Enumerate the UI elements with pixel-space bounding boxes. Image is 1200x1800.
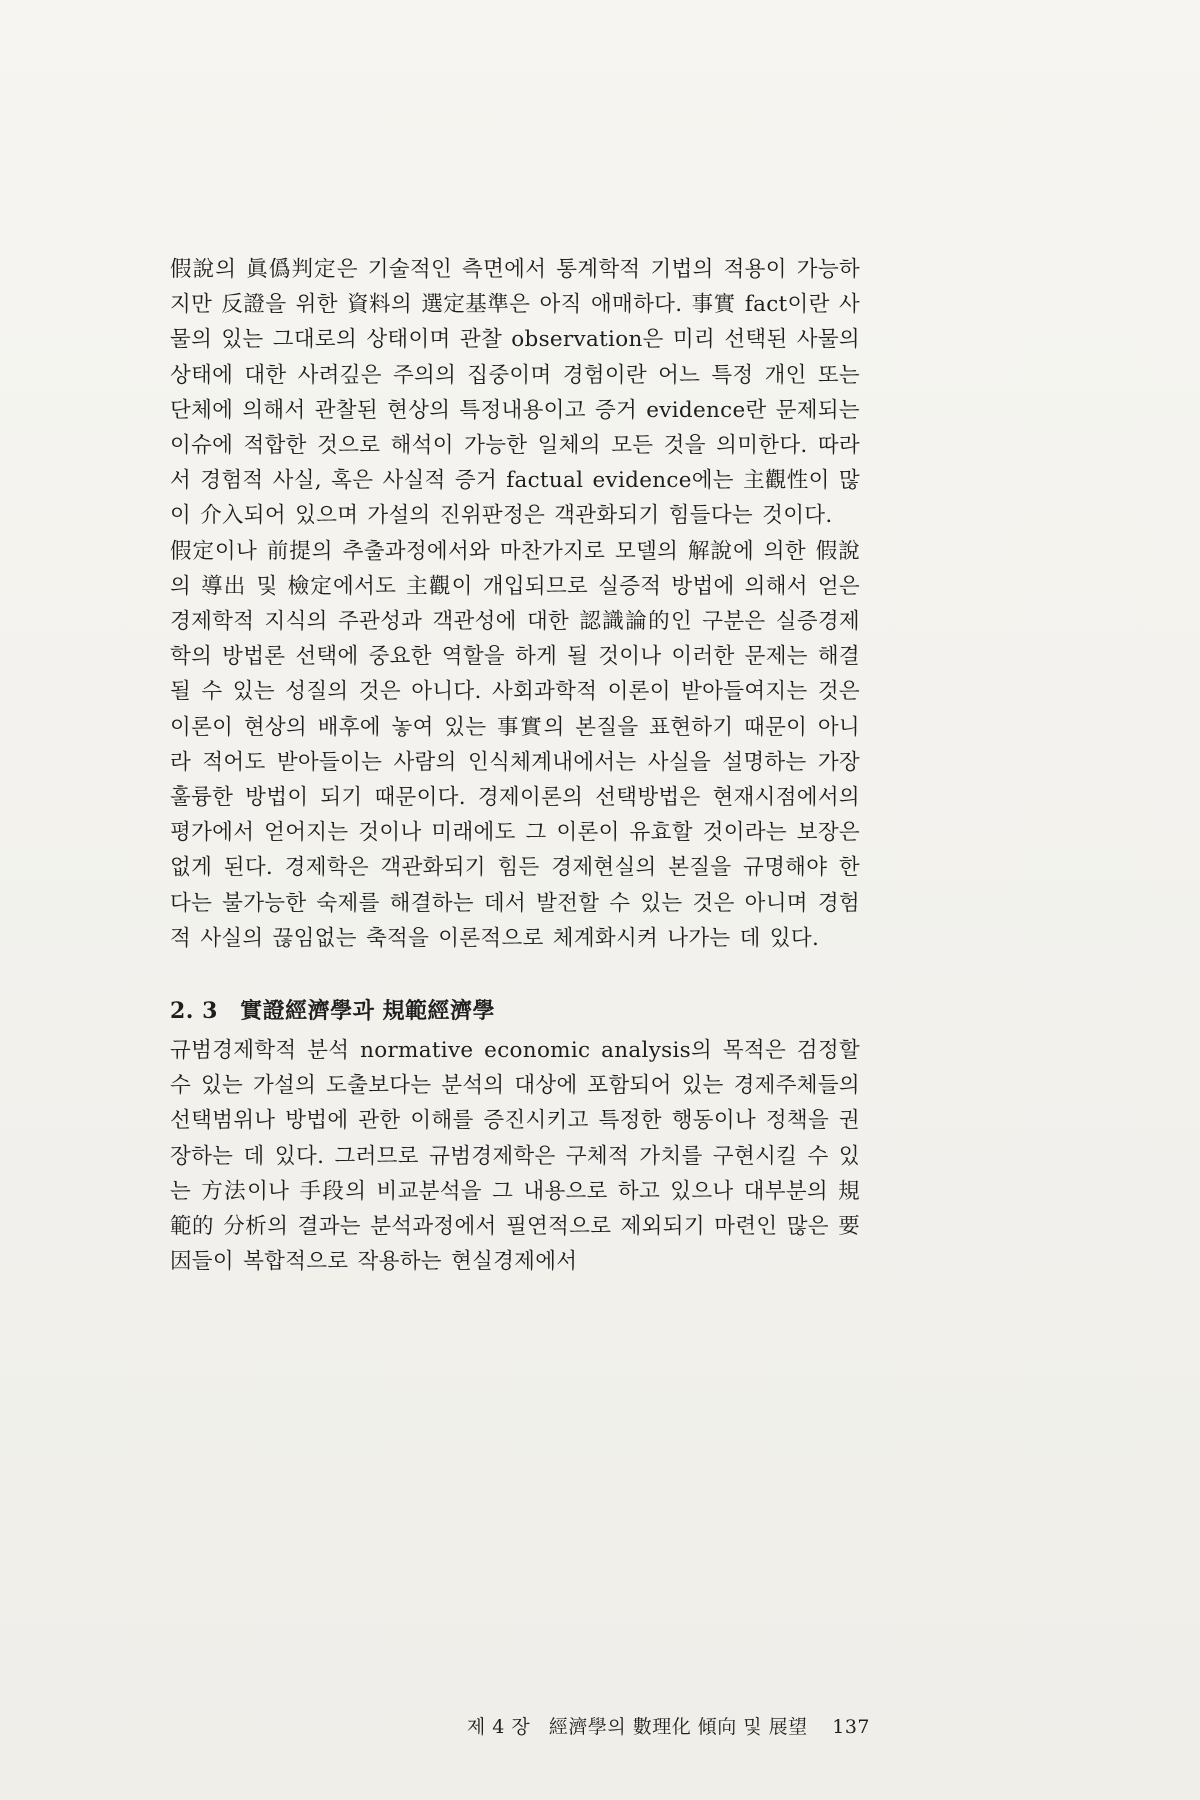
footer-title: 經濟學의 數理化 傾向 및 展望 [548,1716,808,1738]
paragraph-1: 假說의 眞僞判定은 기술적인 측면에서 통계학적 기법의 적용이 가능하지만 反證을 위한 資料의 選定基準은 아직 애매하다. 事實 fact이란 사물의 있는 그대로의 상태이며 관찰 observation은 미리 선택된 사물의 상태에 대한 사려깊은 주의의 집중이며 경험이란 어느 특정 개인 또는 단체에 의해서 관찰된 현상의 특정내용이고 증거 evidence란 문제되는 이슈에 적합한 것으로 해석이 가능한 일체의 모든 것을 의미한다. 따라서 경험적 사실, 혹은 사실적 증거 factual evidence에는 主觀性이 많이 介入되어 있으며 가설의 진위판정은 객관화되기 힘들다는 것이다. [170,257,860,529]
paragraph-2: 假定이나 前提의 추출과정에서와 마찬가지로 모델의 解說에 의한 假說의 導出 및 檢定에서도 主觀이 개입되므로 실증적 방법에 의해서 얻은 경제학적 지식의 주관성과 객관성에 대한 認識論的인 구분은 실증경제학의 방법론 선택에 중요한 역할을 하게 될 것이나 이러한 문제는 해결될 수 있는 성질의 것은 아니다. 사회과학적 이론이 받아들여지는 것은 이론이 현상의 배후에 놓여 있는 事實의 본질을 표현하기 때문이 아니라 적어도 받아들이는 사람의 인식체계내에서는 사실을 설명하는 가장 훌륭한 방법이 되기 때문이다. 경제이론의 선택방법은 현재시점에서의 평가에서 얻어지는 것이나 미래에도 그 이론이 유효할 것이라는 보장은 없게 된다. 경제학은 객관화되기 힘든 경제현실의 본질을 규명해야 한다는 불가능한 숙제를 해결하는 데서 발전할 수 있는 것은 아니며 경험적 사실의 끊임없는 축적을 이론적으로 체계화시켜 나가는 데 있다. [170,538,860,951]
body-text [170,252,860,1279]
section-number: 2. 3 [170,998,218,1025]
paragraph-3: 규범경제학적 분석 normative economic analysis의 목적은 검정할 수 있는 가설의 도출보다는 분석의 대상에 포함되어 있는 경제주체들의 선택범위나 방법에 관한 이해를 증진시키고 특정한 행동이나 정책을 권장하는 데 있다. 그러므로 규범경제학은 구체적 가치를 구현시킬 수 있는 方法이나 手段의 비교분석을 그 내용으로 하고 있으나 대부분의 規範的 分析의 결과는 분석과정에서 필연적으로 제외되기 마련인 많은 要因들이 복합적으로 작용하는 현실경제에서 [170,1038,860,1275]
section-title: 實證經濟學과 規範經濟學 [240,998,496,1025]
section-heading [170,994,860,1029]
running-footer [467,1712,870,1739]
page-number: 137 [832,1716,870,1738]
footer-chapter: 제 4 장 [466,1716,531,1738]
